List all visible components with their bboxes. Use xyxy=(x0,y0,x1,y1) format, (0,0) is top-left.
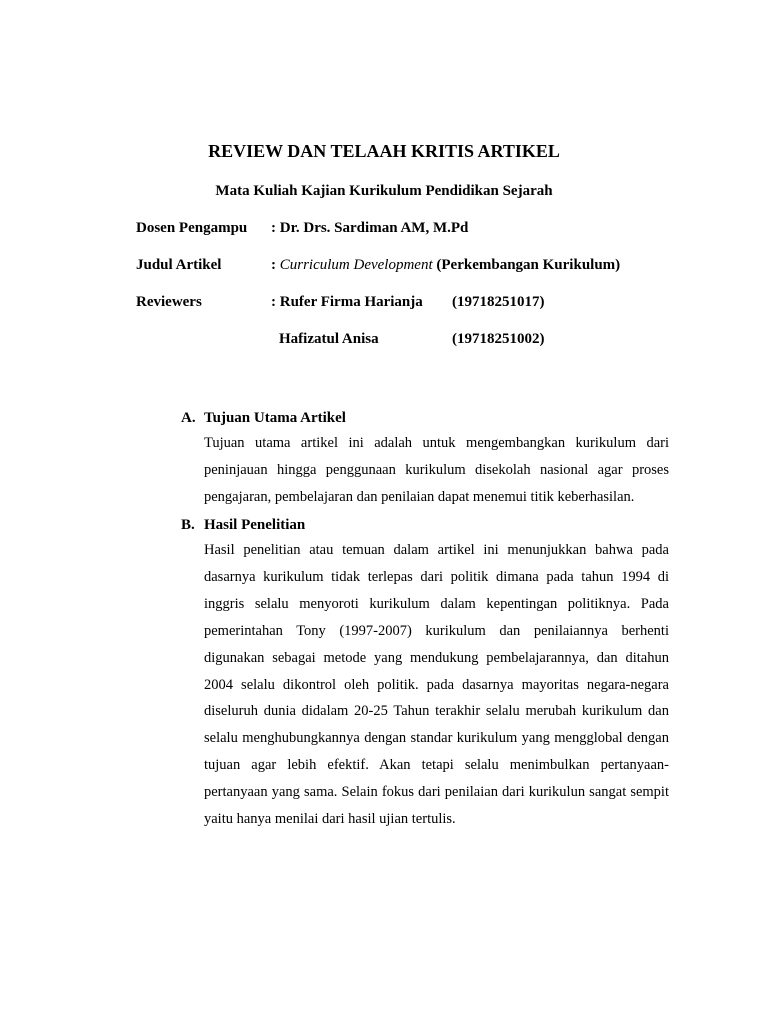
judul-prefix: : xyxy=(271,257,280,273)
section-a-title: Tujuan Utama Artikel xyxy=(204,410,346,426)
section-b-title: Hasil Penelitian xyxy=(204,517,306,533)
judul-italic-title: Curriculum Development xyxy=(279,257,433,273)
reviewer-2-name: Hafizatul Anisa xyxy=(279,331,379,347)
judul-label: Judul Artikel xyxy=(136,257,222,273)
reviewer-1-nim: (19718251017) xyxy=(452,294,545,310)
dosen-label: Dosen Pengampu xyxy=(136,220,248,236)
section-b-body: Hasil penelitian atau temuan dalam artikel ini menunjukkan bahwa pada dasarnya kurikulum tidak terlepas dari politik dimana pada tahun 1994 di inggris selalu menyoroti kurikulum dalam kepentingan politiknya. Pada pemerintahan Tony (1997-2007) kurikulum dan penilaiannya berhenti digunakan sebagai metode yang mendukung pembelajarannya, dan ditahun 2004 selalu dikontrol oleh politik. pada dasarnya mayoritas negara-negara diseluruh dunia didalam 20-25 Tahun terakhir selalu merubah kurikulum dan selalu menghubungkannya dengan standar kurikulum yang mengglobal dengan tujuan agar lebih efektif. Akan tetapi selalu menimbulkan pertanyaan-pertanyaan yang sama. Selain fokus dari penilaian dari kurikulun sangat sempit yaitu hanya menilai dari hasil ujian tertulis. xyxy=(204,542,669,828)
document-title: REVIEW DAN TELAAH KRITIS ARTIKEL xyxy=(208,141,560,161)
section-a-letter: A. xyxy=(181,410,196,426)
reviewers-label: Reviewers xyxy=(136,294,202,310)
section-b-letter: B. xyxy=(181,517,195,533)
reviewer-2-nim: (19718251002) xyxy=(452,331,545,347)
course-subtitle: Mata Kuliah Kajian Kurikulum Pendidikan Sejarah xyxy=(215,183,553,199)
judul-rest: (Perkembangan Kurikulum) xyxy=(432,257,621,273)
dosen-value: : Dr. Drs. Sardiman AM, M.Pd xyxy=(271,220,469,236)
section-a-body: Tujuan utama artikel ini adalah untuk mengembangkan kurikulum dari peninjauan hingga penggunaan kurikulum disekolah nasional agar proses pengajaran, pembelajaran dan penilaian dapat menemui titik keberhasilan. xyxy=(204,435,669,505)
reviewer-1-name: : Rufer Firma Harianja xyxy=(271,294,423,310)
judul-value xyxy=(271,255,620,275)
